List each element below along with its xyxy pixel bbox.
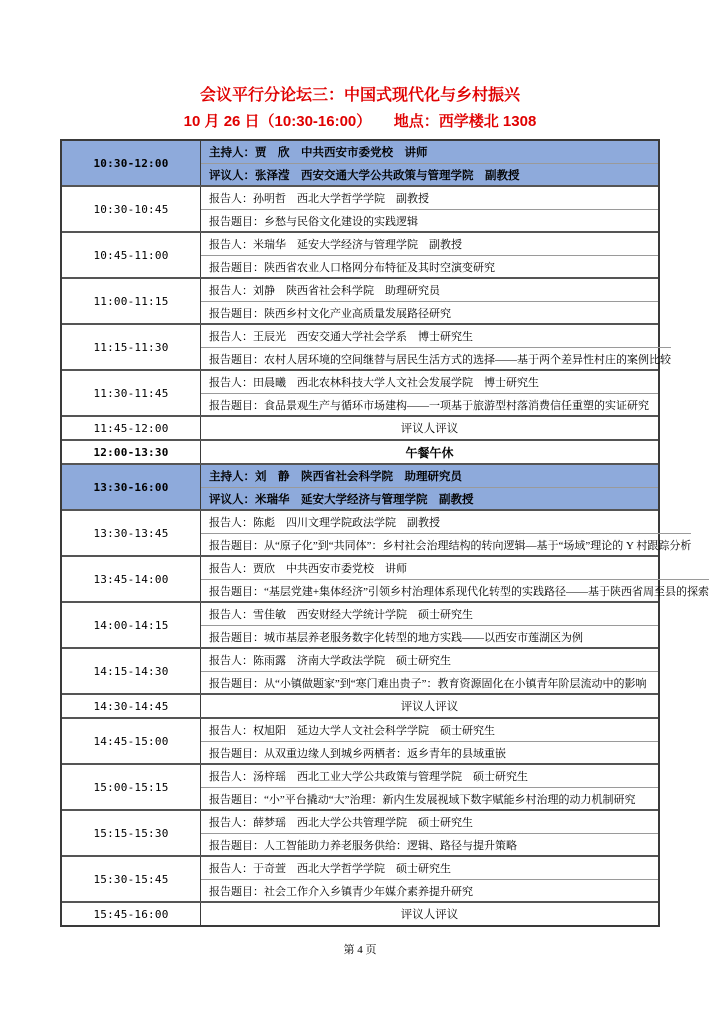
time-cell: 10:30-10:45 <box>93 202 169 216</box>
time-cell: 13:30-16:00 <box>93 480 169 494</box>
topic-line: 报告题目：城市基层养老服务数字化转型的地方实践——以西安市莲湖区为例 <box>201 625 658 647</box>
schedule-row <box>62 415 658 439</box>
schedule-row <box>62 509 692 555</box>
time-cell: 15:45-16:00 <box>93 907 169 921</box>
time-cell: 15:00-15:15 <box>93 780 169 794</box>
time-cell: 11:00-11:15 <box>93 294 169 308</box>
host-line: 主持人：贾 欣 中共西安市委党校 讲师 <box>209 147 428 159</box>
content-cell <box>200 857 658 901</box>
content-cell <box>200 511 691 555</box>
forum-title: 会议平行分论坛三：中国式现代化与乡村振兴 <box>199 87 520 104</box>
speaker-line: 报告人：汤梓瑶 西北工业大学公共政策与管理学院 硕士研究生 <box>209 771 528 783</box>
schedule-row <box>62 717 658 763</box>
speaker-line: 报告人：贾欣 中共西安市委党校 讲师 <box>209 563 407 575</box>
time-cell: 14:30-14:45 <box>93 699 169 713</box>
schedule-row <box>62 231 658 277</box>
topic-line: 报告题目：“小”平台撬动“大”治理：新内生发展视域下数字赋能乡村治理的动力机制研究 <box>201 787 658 809</box>
content-cell <box>200 811 658 855</box>
schedule-row <box>62 647 658 693</box>
reviewer-line: 评议人：张泽滢 西安交通大学公共政策与管理学院 副教授 <box>201 163 658 185</box>
content-cell <box>200 695 658 717</box>
topic-line: 报告题目：从“原子化”到“共同体”：乡村社会治理结构的转向逻辑—基于“场域”理论的 Y 村跟踪分析 <box>201 533 691 555</box>
speaker-line: 报告人：王辰光 西安交通大学社会学系 博士研究生 <box>209 331 473 343</box>
time-cell: 14:45-15:00 <box>93 734 169 748</box>
speaker-line: 报告人：孙明哲 西北大学哲学学院 副教授 <box>209 193 429 205</box>
topic-line: 报告题目：乡愁与民俗文化建设的实践逻辑 <box>201 209 658 231</box>
time-cell: 10:45-11:00 <box>93 248 169 262</box>
time-cell: 10:30-12:00 <box>93 156 169 170</box>
schedule-row <box>62 555 709 601</box>
schedule-row <box>62 141 658 185</box>
schedule-row <box>62 601 658 647</box>
speaker-line: 报告人：薛梦瑶 西北大学公共管理学院 硕士研究生 <box>209 817 473 829</box>
speaker-line: 报告人：刘静 陕西省社会科学院 助理研究员 <box>209 285 440 297</box>
speaker-line: 报告人：于奇萱 西北大学哲学学院 硕士研究生 <box>209 863 451 875</box>
content-cell <box>200 765 658 809</box>
time-cell: 14:15-14:30 <box>93 664 169 678</box>
review-notice-text: 评议人评议 <box>400 701 459 713</box>
content-cell <box>200 719 658 763</box>
schedule-row <box>62 323 671 369</box>
topic-line: 报告题目：陕西省农业人口格网分布特征及其时空演变研究 <box>201 255 658 277</box>
time-cell: 11:45-12:00 <box>93 421 169 435</box>
schedule-table <box>60 139 709 927</box>
reviewer-line: 评议人：米瑞华 延安大学经济与管理学院 副教授 <box>201 487 658 509</box>
speaker-line: 报告人：田晨曦 西北农林科技大学人文社会发展学院 博士研究生 <box>209 377 539 389</box>
content-cell <box>200 325 671 369</box>
content-cell <box>200 141 658 185</box>
speaker-line: 报告人：米瑞华 延安大学经济与管理学院 副教授 <box>209 239 462 251</box>
speaker-line: 报告人：陈彪 四川文理学院政法学院 副教授 <box>209 517 440 529</box>
content-cell <box>200 233 658 277</box>
schedule-row <box>62 809 658 855</box>
topic-line: 报告题目：人工智能助力养老服务供给：逻辑、路径与提升策略 <box>201 833 658 855</box>
schedule-row <box>62 763 658 809</box>
page-number: 第 4 页 <box>343 944 377 956</box>
schedule-row <box>62 185 658 231</box>
topic-line: 报告题目：陕西乡村文化产业高质量发展路径研究 <box>201 301 658 323</box>
time-cell: 14:00-14:15 <box>93 618 169 632</box>
host-line: 主持人：刘 静 陕西省社会科学院 助理研究员 <box>209 471 462 483</box>
schedule-row <box>62 369 658 415</box>
speaker-line: 报告人：权旭阳 延边大学人文社会科学学院 硕士研究生 <box>209 725 495 737</box>
topic-line: 报告题目：农村人居环境的空间继替与居民生活方式的选择——基于两个差异性村庄的案例比较 <box>201 347 671 369</box>
content-cell <box>200 187 658 231</box>
lunch-break-text: 午餐午休 <box>405 445 454 460</box>
content-cell <box>200 603 658 647</box>
content-cell <box>200 279 658 323</box>
content-cell <box>200 649 658 693</box>
time-cell: 13:45-14:00 <box>93 572 169 586</box>
topic-line: 报告题目：社会工作介入乡镇青少年媒介素养提升研究 <box>201 879 658 901</box>
content-cell <box>200 465 658 509</box>
time-cell: 11:30-11:45 <box>93 386 169 400</box>
content-cell <box>200 903 658 925</box>
schedule-row <box>62 463 658 509</box>
content-cell <box>200 417 658 439</box>
time-cell: 15:30-15:45 <box>93 872 169 886</box>
topic-line: 报告题目：“基层党建+集体经济”引领乡村治理体系现代化转型的实践路径——基于陕西省周至县的探索 <box>201 579 709 601</box>
content-cell <box>200 557 709 601</box>
content-cell <box>200 371 658 415</box>
review-notice-text: 评议人评议 <box>400 423 459 435</box>
speaker-line: 报告人：陈雨露 济南大学政法学院 硕士研究生 <box>209 655 451 667</box>
time-cell: 11:15-11:30 <box>93 340 169 354</box>
time-cell: 12:00-13:30 <box>93 445 169 459</box>
time-cell: 13:30-13:45 <box>93 526 169 540</box>
schedule-row <box>62 439 658 463</box>
content-cell <box>200 441 658 463</box>
review-notice-text: 评议人评议 <box>400 909 459 921</box>
schedule-row <box>62 693 658 717</box>
time-cell: 15:15-15:30 <box>93 826 169 840</box>
schedule-row <box>62 901 658 925</box>
forum-datetime-location: 10 月 26 日（10:30-16:00） 地点：西学楼北 1308 <box>183 113 537 130</box>
schedule-row <box>62 855 658 901</box>
speaker-line: 报告人：雪佳敏 西安财经大学统计学院 硕士研究生 <box>209 609 473 621</box>
topic-line: 报告题目：从双重边缘人到城乡两栖者：返乡青年的县域重嵌 <box>201 741 658 763</box>
schedule-row <box>62 277 658 323</box>
topic-line: 报告题目：从“小镇做题家”到“寒门难出贵子”：教育资源固化在小镇青年阶层流动中的影响 <box>201 671 658 693</box>
topic-line: 报告题目：食品景观生产与循环市场建构——一项基于旅游型村落消费信任重塑的实证研究 <box>201 393 658 415</box>
